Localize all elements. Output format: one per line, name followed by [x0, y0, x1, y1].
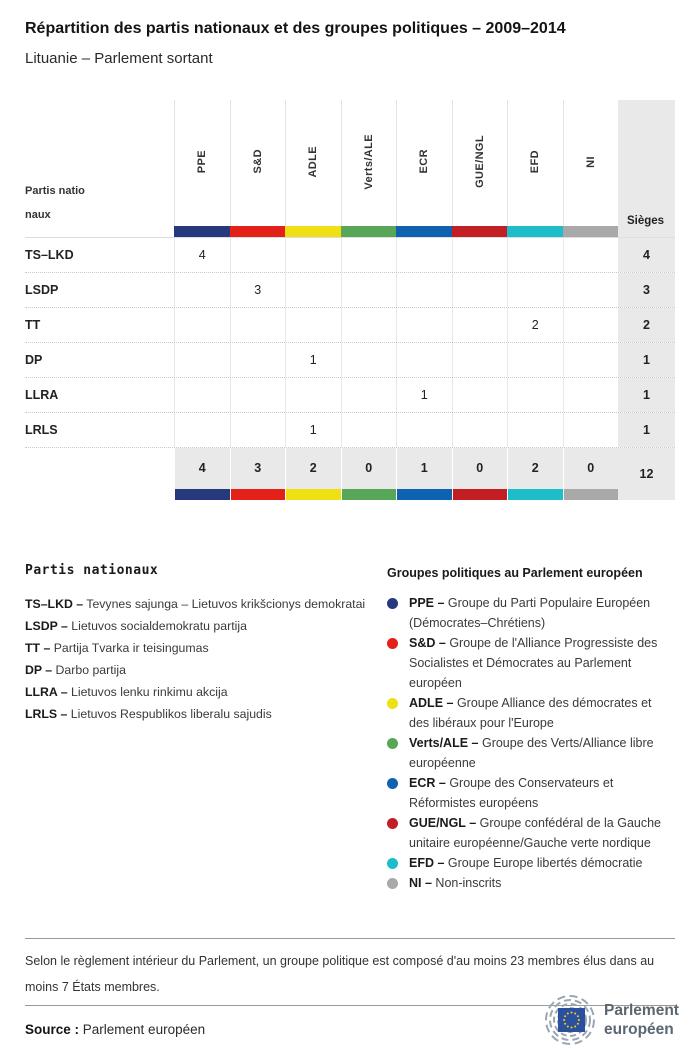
legend-group-item: Verts/ALE – Groupe des Verts/Alliance libre européenne — [387, 733, 675, 773]
seats-total-cell: 4 — [618, 238, 675, 272]
parties-column-header: Partis nationaux — [25, 185, 85, 221]
group-color-bar — [396, 226, 452, 237]
seat-count-cell — [230, 238, 286, 272]
group-color-dot — [387, 638, 398, 649]
legend-party-item: LRLS – Lietuvos Respublikos liberalu sajudis — [25, 707, 272, 721]
party-name-cell: LLRA — [25, 388, 59, 402]
seat-count-cell: 1 — [396, 378, 452, 412]
seat-count-cell — [174, 343, 230, 377]
table-row-ts-lkd — [25, 238, 675, 273]
group-color-bar — [564, 489, 619, 500]
seat-count-cell — [452, 273, 508, 307]
group-total-cell: 0 — [452, 448, 508, 500]
group-total-cell: 0 — [341, 448, 397, 500]
group-color-dot — [387, 698, 398, 709]
seat-count-cell — [452, 413, 508, 447]
seat-count-cell — [285, 273, 341, 307]
seat-count-cell — [396, 238, 452, 272]
legend-group-item: PPE – Groupe du Parti Populaire Européen (Démocrates–Chrétiens) — [387, 593, 675, 633]
seats-total-cell: 3 — [618, 273, 675, 307]
legend-group-item: GUE/NGL – Groupe confédéral de la Gauche unitaire européenne/Gauche verte nordique — [387, 813, 675, 853]
seat-count-cell — [452, 343, 508, 377]
seats-total-cell: 1 — [618, 413, 675, 447]
legend-party-item: DP – Darbo partija — [25, 663, 126, 677]
group-color-dot — [387, 878, 398, 889]
seat-count-cell — [285, 378, 341, 412]
seat-count-cell — [507, 413, 563, 447]
grand-total-cell: 12 — [618, 448, 675, 500]
seat-count-cell — [341, 378, 397, 412]
seat-count-cell — [396, 308, 452, 342]
european-parliament-logo — [534, 995, 679, 1045]
group-color-bar — [453, 489, 508, 500]
group-column-header-ecr: ECR — [396, 100, 452, 237]
seat-count-cell — [285, 308, 341, 342]
seat-count-cell — [396, 273, 452, 307]
group-color-bar — [230, 226, 286, 237]
seat-count-cell: 1 — [285, 413, 341, 447]
source-label: Source : — [25, 1022, 80, 1037]
seat-count-cell — [341, 343, 397, 377]
seat-count-cell — [396, 343, 452, 377]
group-color-dot — [387, 598, 398, 609]
legend-national-parties — [25, 563, 383, 725]
seat-count-cell — [174, 413, 230, 447]
hemicycle-eu-flag-icon — [534, 995, 596, 1045]
party-name-cell: LSDP — [25, 283, 59, 297]
legend-party-item: LSDP – Lietuvos socialdemokratu partija — [25, 619, 247, 633]
group-color-bar — [563, 226, 619, 237]
legend-group-item: NI – Non-inscrits — [387, 873, 675, 893]
table-totals-row — [25, 448, 675, 500]
legend-group-item: ADLE – Groupe Alliance des démocrates et des libéraux pour l'Europe — [387, 693, 675, 733]
table-row-llra — [25, 378, 675, 413]
seats-table — [25, 100, 675, 500]
source-line — [25, 1022, 205, 1037]
legend-groups-heading: Groupes politiques au Parlement européen — [387, 566, 643, 580]
seat-count-cell — [174, 308, 230, 342]
group-color-dot — [387, 818, 398, 829]
seat-count-cell — [285, 238, 341, 272]
seats-total-cell: 2 — [618, 308, 675, 342]
legend-group-item: EFD – Groupe Europe libertés démocratie — [387, 853, 675, 873]
seat-count-cell — [452, 308, 508, 342]
totals-empty-cell — [25, 448, 174, 500]
seat-count-cell — [452, 378, 508, 412]
table-row-tt — [25, 308, 675, 343]
group-color-bar — [342, 489, 397, 500]
party-name-cell: LRLS — [25, 423, 58, 437]
logo-wordmark: Parlement européen — [604, 1002, 679, 1038]
page-subtitle: Lituanie – Parlement sortant — [25, 50, 213, 67]
table-header-row — [25, 100, 675, 238]
group-column-header-verts-ale: Verts/ALE — [341, 100, 397, 237]
group-total-cell: 3 — [230, 448, 286, 500]
group-column-header-sd: S&D — [230, 100, 286, 237]
group-color-bar — [397, 489, 452, 500]
legend-parties-heading: Partis nationaux — [25, 563, 159, 578]
group-color-bar — [452, 226, 508, 237]
seat-count-cell — [230, 378, 286, 412]
table-row-lsdp — [25, 273, 675, 308]
seat-count-cell — [341, 238, 397, 272]
party-name-cell: DP — [25, 353, 43, 367]
seat-count-cell — [507, 273, 563, 307]
seat-count-cell — [230, 308, 286, 342]
table-row-lrls — [25, 413, 675, 448]
party-name-cell: TS–LKD — [25, 248, 74, 262]
seat-count-cell — [230, 413, 286, 447]
legend-group-item: ECR – Groupe des Conservateurs et Réformistes européens — [387, 773, 675, 813]
legend-party-item: TS–LKD – Tevynes sajunga – Lietuvos krikšcionys demokratai — [25, 597, 366, 611]
seat-count-cell — [507, 238, 563, 272]
legend-group-item: S&D – Groupe de l'Alliance Progressiste des Socialistes et Démocrates au Parlement européen — [387, 633, 675, 693]
group-color-bar — [341, 226, 397, 237]
seat-count-cell — [563, 413, 619, 447]
group-column-header-adle: ADLE — [285, 100, 341, 237]
group-total-cell: 2 — [507, 448, 563, 500]
group-color-bar — [175, 489, 230, 500]
group-column-header-efd: EFD — [507, 100, 563, 237]
group-column-header-ni: NI — [563, 100, 619, 237]
seats-column-header: Sièges — [618, 100, 675, 237]
seat-count-cell — [452, 238, 508, 272]
group-color-bar — [231, 489, 286, 500]
group-color-bar — [507, 226, 563, 237]
seat-count-cell: 3 — [230, 273, 286, 307]
seat-count-cell — [174, 378, 230, 412]
group-total-cell: 2 — [285, 448, 341, 500]
divider — [25, 938, 675, 939]
source-value: Parlement européen — [82, 1022, 206, 1037]
seat-count-cell — [341, 308, 397, 342]
group-color-dot — [387, 858, 398, 869]
seats-total-cell: 1 — [618, 378, 675, 412]
group-total-cell: 4 — [174, 448, 230, 500]
group-color-bar — [285, 226, 341, 237]
group-total-cell: 1 — [396, 448, 452, 500]
seat-count-cell — [341, 273, 397, 307]
party-name-cell: TT — [25, 318, 41, 332]
legend-political-groups — [387, 566, 675, 893]
group-total-cell: 0 — [563, 448, 619, 500]
seat-count-cell: 1 — [285, 343, 341, 377]
group-color-dot — [387, 738, 398, 749]
seat-count-cell — [563, 238, 619, 272]
seat-count-cell — [341, 413, 397, 447]
table-row-dp — [25, 343, 675, 378]
seat-count-cell — [507, 343, 563, 377]
page-title: Répartition des partis nationaux et des groupes politiques – 2009–2014 — [25, 20, 566, 37]
seat-count-cell — [396, 413, 452, 447]
seat-count-cell — [563, 343, 619, 377]
legend-party-item: LLRA – Lietuvos lenku rinkimu akcija — [25, 685, 228, 699]
seats-total-cell: 1 — [618, 343, 675, 377]
seat-count-cell — [174, 273, 230, 307]
group-color-bar — [174, 226, 230, 237]
seat-count-cell — [563, 378, 619, 412]
seat-count-cell — [507, 378, 563, 412]
seat-count-cell — [563, 273, 619, 307]
seat-count-cell — [563, 308, 619, 342]
legend-party-item: TT – Partija Tvarka ir teisingumas — [25, 641, 209, 655]
group-column-header-ppe: PPE — [174, 100, 230, 237]
group-color-bar — [508, 489, 563, 500]
seat-count-cell: 4 — [174, 238, 230, 272]
group-color-dot — [387, 778, 398, 789]
seat-count-cell: 2 — [507, 308, 563, 342]
group-color-bar — [286, 489, 341, 500]
seat-count-cell — [230, 343, 286, 377]
group-column-header-gue-ngl: GUE/NGL — [452, 100, 508, 237]
footnote: Selon le règlement intérieur du Parlement, un groupe politique est composé d'au moins 23 membres élus dans au moins 7 États membres. — [25, 954, 655, 994]
